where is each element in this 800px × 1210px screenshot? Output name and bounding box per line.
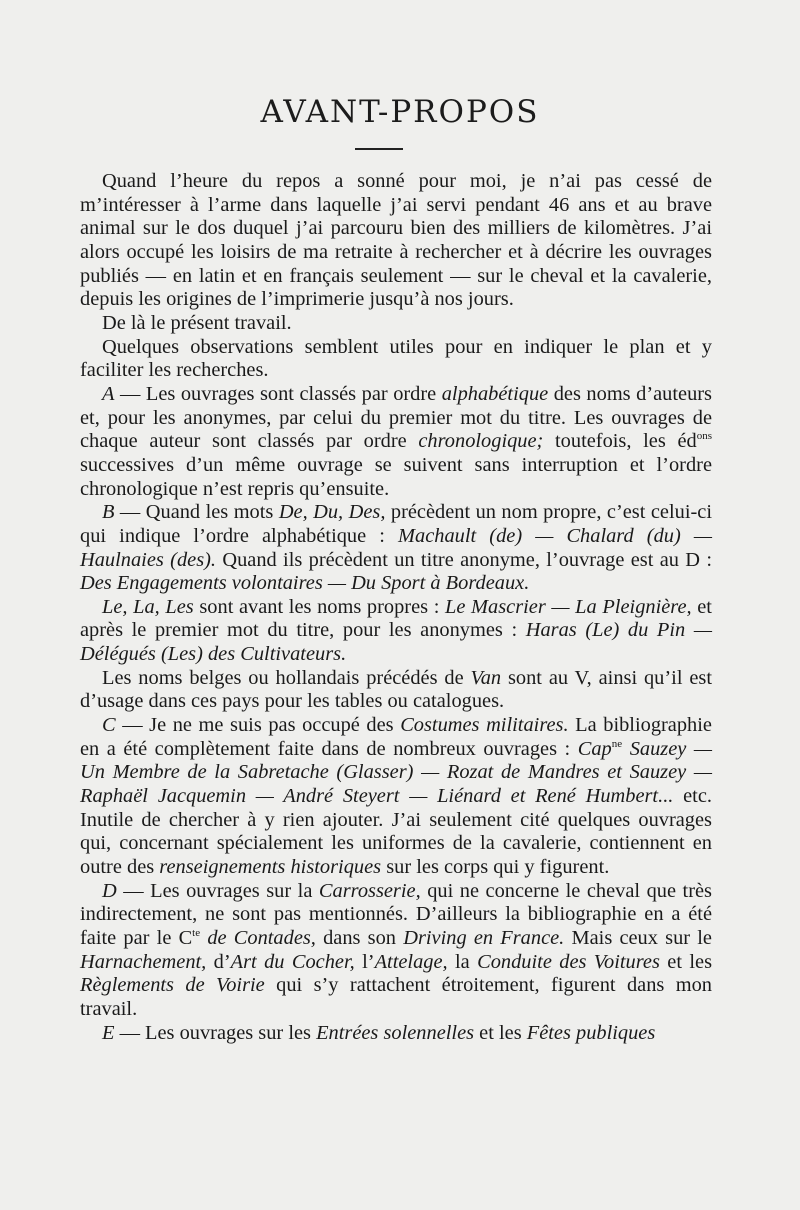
text-run: dans son (315, 927, 404, 949)
text-run: Quand l’heure du repos a sonné pour moi, je n’ai pas cessé de m’intéresser à l’arme dans laquelle j’ai servi pendant 46 ans et au brave animal sur le dos duquel j’ai parcouru bien des milliers de kilomètres. J’ai alors occupé les loisirs de ma retraite à rechercher et à décrire les ouvrages publiés — en latin et en français seulement — sur le cheval et la cavalerie, depuis les origines de l’imprimerie jusqu’à nos jours. (80, 170, 712, 311)
page-title: AVANT-PROPOS (260, 94, 540, 130)
superscript: ons (696, 430, 712, 443)
text-run: toutefois, les éd (543, 430, 697, 453)
superscript: te (192, 927, 201, 940)
italic-text: B (102, 501, 115, 524)
superscript: ne (611, 737, 623, 750)
paragraph-p3 (80, 336, 712, 383)
text-run: et les (474, 1021, 527, 1044)
title-rule (355, 148, 403, 150)
italic-text: Driving en France. (403, 927, 565, 949)
paragraph-p1 (80, 170, 712, 312)
italic-text: E (102, 1021, 115, 1044)
italic-text: Règlements de Voirie (80, 974, 265, 997)
text-run: — Les ouvrages sur la (116, 879, 319, 902)
italic-text: Art du Cocher, (230, 950, 355, 973)
text-run: la (447, 950, 478, 973)
paragraph-p6 (80, 596, 712, 667)
italic-text: renseignements historiques (159, 856, 382, 879)
text-run: sur les corps qui y figurent. (381, 856, 610, 879)
italic-text: D (102, 879, 117, 902)
text-run: qui s’y rattachent étroitement, figurent dans mon travail. (80, 974, 712, 1020)
body-text (80, 170, 712, 1045)
italic-text: De, Du, Des, (278, 501, 386, 524)
paragraph-p2 (80, 312, 712, 336)
text-run: sont au V, ainsi qu’il est d’usage dans ces pays pour les tables ou catalogues. (80, 666, 713, 713)
italic-text: Cap (577, 737, 612, 760)
text-run: Quelques observations semblent utiles pour en indiquer le plan et y faciliter les recherches. (80, 335, 712, 382)
italic-text: Haras (Le) du Pin — Délégués (Les) des Cultivateurs. (80, 619, 713, 666)
text-run: — Les ouvrages sur les (114, 1021, 317, 1044)
italic-text: de Contades, (200, 927, 316, 949)
text-run: l’ (354, 950, 375, 973)
paragraph-p9 (80, 880, 712, 1022)
text-run: — Je ne me suis pas occupé des (115, 714, 401, 737)
italic-text: Van (470, 666, 502, 689)
paragraph-p4 (80, 383, 712, 501)
paragraph-p5 (80, 501, 712, 596)
text-run: et les (659, 950, 713, 973)
italic-text: Le, La, Les (102, 595, 194, 618)
italic-text: Entrées solennelles (316, 1021, 475, 1044)
italic-text: Machault (de) — Chalard (du) — Haulnaies (des). (80, 524, 712, 571)
paragraph-p10 (80, 1022, 712, 1046)
paragraph-p7 (80, 667, 712, 714)
italic-text: Conduite des Voitures (477, 950, 660, 973)
paragraph-p8 (80, 714, 712, 880)
text-run: — Quand les mots (114, 501, 279, 524)
text-run: De là le présent travail. (102, 311, 292, 334)
italic-text: Costumes militaires. (400, 714, 569, 737)
text-run: etc. Inutile de chercher à y rien ajouter. J’ai seulement cité quelques ouvrages qui, concernant spécialement les uniformes de la cavalerie, contiennent en outre des (80, 785, 712, 879)
italic-text: C (102, 714, 116, 737)
italic-text: A (102, 382, 115, 405)
italic-text: Attelage, (374, 950, 448, 973)
italic-text: Carrosserie, (318, 879, 421, 902)
text-run: — Les ouvrages sont classés par ordre (114, 382, 442, 405)
text-run: d’ (206, 950, 231, 973)
text-run: Quand ils précèdent un titre anonyme, l’ouvrage est au D : (216, 548, 712, 571)
text-run: et après le premier mot du titre, pour les anonymes : (80, 595, 712, 642)
italic-text: Des Engagements volontaires — Du Sport à Bordeaux. (80, 572, 530, 595)
text-run: sont avant les noms propres : (193, 595, 445, 618)
text-run: Mais ceux sur le (564, 927, 712, 949)
text-run: des noms d’auteurs et, pour les anonymes, par celui du premier mot du titre. Les ouvrages de chaque auteur sont classés par ordre (80, 382, 712, 453)
italic-text: alphabétique (441, 382, 549, 405)
italic-text: Fêtes publiques (526, 1021, 656, 1044)
text-run: Les noms belges ou hollandais précédés de (102, 666, 471, 689)
italic-text: Le Mascrier — La Pleignière, (445, 595, 692, 618)
italic-text: Sauzey — Un Membre de la Sabretache (Glasser) — Rozat de Mandres et Sauzey — Raphaël Jacquemin — André Steyert — Liénard et René Humbert... (80, 737, 712, 808)
italic-text: chronologique; (418, 430, 544, 453)
text-run: La bibliographie en a été complètement faite dans de nombreux ouvrages : (80, 714, 712, 760)
italic-text: Harnachement, (80, 950, 207, 973)
text-run: successives d’un même ouvrage se suivent sans interruption et l’ordre chronologique n’est repris qu’ensuite. (80, 453, 712, 500)
text-run: qui ne concerne le cheval que très indirectement, ne sont pas mentionnés. D’ailleurs la bibliographie en a été faite par le C (80, 879, 712, 949)
text-run: précèdent un nom propre, c’est celui-ci qui indique l’ordre alphabétique : (80, 501, 712, 547)
